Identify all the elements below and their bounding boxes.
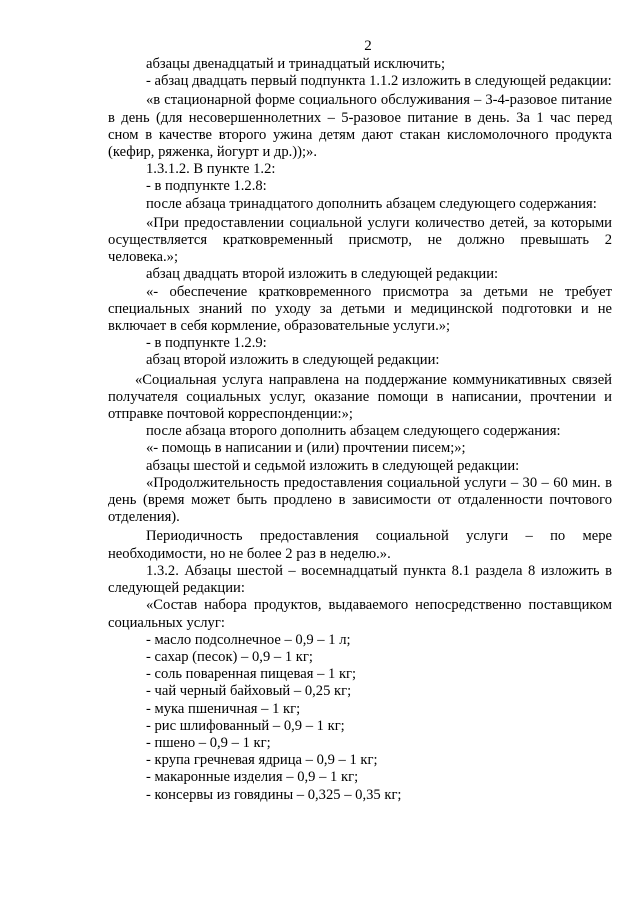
paragraph: «- обеспечение кратковременного присмотра за детьми не требует специальных знаний по уходу за детьми и медицинской подготовки и не включает в себя кормление, образовательные услуги.»; (108, 283, 612, 335)
list-item: - соль поваренная пищевая – 1 кг; (146, 666, 357, 683)
paragraph: «Состав набора продуктов, выдаваемого непосредственно поставщиком социальных услуг: (108, 597, 612, 631)
paragraph: - в подпункте 1.2.8: (146, 178, 267, 195)
paragraph: после абзаца тринадцатого дополнить абзацем следующего содержания: (146, 195, 597, 212)
paragraph: «в стационарной форме социального обслуживания – 3-4-разовое питание в день (для несовершеннолетних – 5-разовое питание в день. За 1 час перед сном в качестве второго ужина детям дают стакан кисломолочного продукта (кефир, ряженка, йогурт и др.));». (108, 92, 612, 161)
paragraph: абзац второй изложить в следующей редакции: (146, 352, 440, 369)
page-number: 2 (364, 38, 372, 54)
list-item: - сахар (песок) – 0,9 – 1 кг; (146, 648, 313, 665)
paragraph: - абзац двадцать первый подпункта 1.1.2 изложить в следующей редакции: (146, 73, 612, 90)
paragraph: «Социальная услуга направлена на поддержание коммуникативных связей получателя социальных услуг, оказание помощи в написании, прочтении и отправке почтовой корреспонденции:»; (108, 371, 612, 423)
list-item: - рис шлифованный – 0,9 – 1 кг; (146, 717, 345, 734)
paragraph: абзацы шестой и седьмой изложить в следующей редакции: (146, 457, 520, 474)
paragraph: - в подпункте 1.2.9: (146, 335, 267, 352)
paragraph: абзацы двенадцатый и тринадцатый исключить; (146, 56, 446, 72)
list-item: - мука пшеничная – 1 кг; (146, 700, 301, 717)
list-item: - макаронные изделия – 0,9 – 1 кг; (146, 769, 359, 786)
paragraph: абзац двадцать второй изложить в следующей редакции: (146, 266, 499, 283)
paragraph: 1.3.1.2. В пункте 1.2: (146, 161, 276, 178)
list-item: - пшено – 0,9 – 1 кг; (146, 734, 271, 751)
paragraph: «Продолжительность предоставления социальной услуги – 30 – 60 мин. в день (время может быть продлено в зависимости от отдаленности почтового отделения). (108, 474, 612, 526)
paragraph: после абзаца второго дополнить абзацем следующего содержания: (146, 423, 561, 440)
paragraph: «При предоставлении социальной услуги количество детей, за которыми осуществляется кратковременный присмотр, не должно превышать 2 человека.»; (108, 214, 612, 266)
paragraph: Периодичность предоставления социальной услуги – по мере необходимости, но не более 2 раз в неделю.». (108, 528, 612, 562)
list-item: - крупа гречневая ядрица – 0,9 – 1 кг; (146, 752, 378, 769)
list-item: - масло подсолнечное – 0,9 – 1 л; (146, 631, 351, 648)
paragraph: 1.3.2. Абзацы шестой – восемнадцатый пункта 8.1 раздела 8 изложить в следующей редакции: (108, 562, 612, 597)
list-item: - чай черный байховый – 0,25 кг; (146, 683, 352, 700)
paragraph: «- помощь в написании и (или) прочтении писем;»; (146, 440, 466, 457)
list-item: - консервы из говядины – 0,325 – 0,35 кг; (146, 786, 402, 803)
